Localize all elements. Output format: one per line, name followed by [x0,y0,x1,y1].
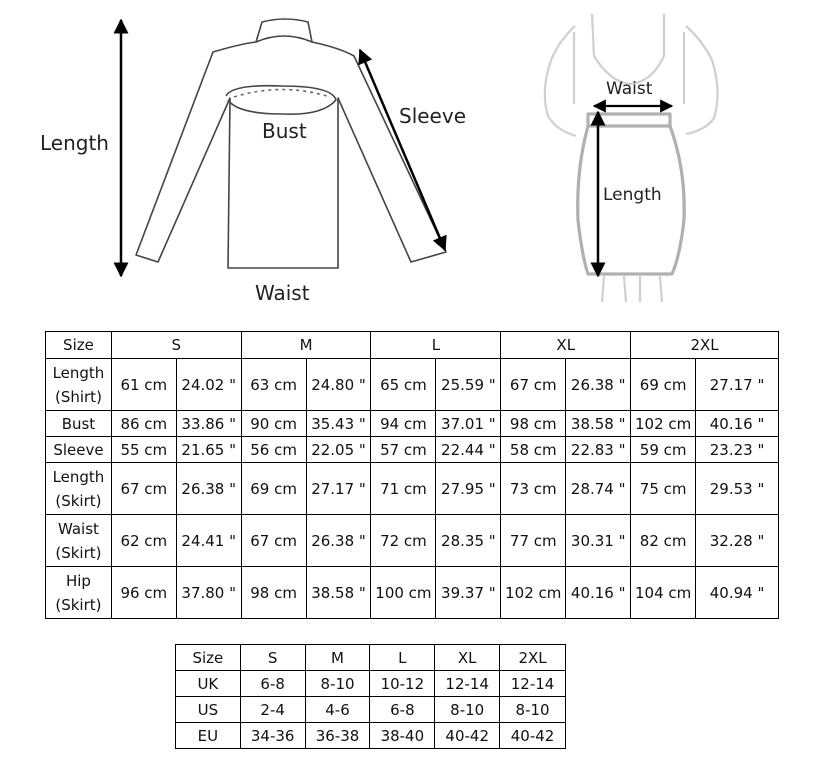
cell: 67 cm [501,359,566,411]
row-label-line: Hip [65,571,91,590]
skirt-illustration [545,14,718,302]
cell: 69 cm [241,463,306,515]
header-2xl: 2XL [631,332,779,359]
skirt-length-label: Length [603,185,662,205]
row-label [46,515,112,567]
cell: 40.16 " [566,567,631,619]
conv-region-eu: EU [176,723,241,749]
header-size: Size [46,332,112,359]
header-m: M [241,332,371,359]
table-row [176,697,566,723]
cell: 22.83 " [566,437,631,463]
table-row [46,411,779,437]
row-label: Sleeve [46,437,112,463]
cell: 32.28 " [696,515,779,567]
cell: 28.35 " [436,515,501,567]
cell: 36-38 [305,723,370,749]
header-l: L [371,332,501,359]
cell: 38.58 " [566,411,631,437]
cell: 23.23 " [696,437,779,463]
cell: 104 cm [631,567,696,619]
size-chart-table [45,331,779,619]
shirt-sleeve-label: Sleeve [399,104,467,128]
shirt-waist-label: Waist [255,281,310,305]
header-s: S [111,332,241,359]
cell: 77 cm [501,515,566,567]
cell: 57 cm [371,437,436,463]
cell: 58 cm [501,437,566,463]
cell: 27.17 " [696,359,779,411]
cell: 62 cm [111,515,176,567]
cell: 28.74 " [566,463,631,515]
cell: 26.38 " [306,515,371,567]
cell: 37.80 " [176,567,241,619]
cell: 98 cm [241,567,306,619]
cell: 56 cm [241,437,306,463]
cell: 67 cm [241,515,306,567]
cell: 33.86 " [176,411,241,437]
cell: 8-10 [500,697,566,723]
conv-region-uk: UK [176,671,241,697]
cell: 71 cm [371,463,436,515]
cell: 26.38 " [176,463,241,515]
cell: 22.05 " [306,437,371,463]
cell: 94 cm [371,411,436,437]
size-chart-header-row [46,332,779,359]
size-conversion-table [175,644,566,749]
cell: 40-42 [500,723,566,749]
row-label: Bust [46,411,112,437]
cell: 102 cm [501,567,566,619]
row-label-line: (Skirt) [55,595,102,614]
conv-header-s: S [240,645,305,671]
row-label-line: Length [52,467,105,486]
table-row [176,671,566,697]
cell: 10-12 [370,671,435,697]
skirt-waist-label: Waist [606,79,653,99]
cell: 102 cm [631,411,696,437]
cell: 86 cm [111,411,176,437]
conv-region-us: US [176,697,241,723]
cell: 22.44 " [436,437,501,463]
row-label-line: (Skirt) [55,543,102,562]
cell: 35.43 " [306,411,371,437]
cell: 40.16 " [696,411,779,437]
row-label-line: (Skirt) [55,491,102,510]
measurement-diagrams [0,0,828,320]
cell: 55 cm [111,437,176,463]
cell: 38-40 [370,723,435,749]
cell: 67 cm [111,463,176,515]
table-row [46,463,779,515]
cell: 65 cm [371,359,436,411]
cell: 96 cm [111,567,176,619]
table-row [46,437,779,463]
cell: 40-42 [435,723,500,749]
cell: 69 cm [631,359,696,411]
conv-header-l: L [370,645,435,671]
cell: 24.80 " [306,359,371,411]
cell: 39.37 " [436,567,501,619]
cell: 90 cm [241,411,306,437]
shirt-sleeve-arrow [360,50,445,250]
row-label-line: Waist [57,519,99,538]
cell: 26.38 " [566,359,631,411]
cell: 37.01 " [436,411,501,437]
conversion-header-row [176,645,566,671]
conv-header-2xl: 2XL [500,645,566,671]
conv-header-xl: XL [435,645,500,671]
row-label-line: (Shirt) [54,387,102,406]
cell: 34-36 [240,723,305,749]
cell: 8-10 [305,671,370,697]
cell: 12-14 [500,671,566,697]
cell: 29.53 " [696,463,779,515]
row-label-line: Length [52,363,105,382]
header-xl: XL [501,332,631,359]
cell: 40.94 " [696,567,779,619]
cell: 30.31 " [566,515,631,567]
cell: 98 cm [501,411,566,437]
table-row [176,723,566,749]
row-label [46,567,112,619]
cell: 38.58 " [306,567,371,619]
cell: 82 cm [631,515,696,567]
cell: 24.41 " [176,515,241,567]
shirt-length-label: Length [40,131,109,155]
cell: 2-4 [240,697,305,723]
cell: 63 cm [241,359,306,411]
conv-header-size: Size [176,645,241,671]
cell: 75 cm [631,463,696,515]
cell: 8-10 [435,697,500,723]
cell: 27.17 " [306,463,371,515]
table-row [46,359,779,411]
cell: 100 cm [371,567,436,619]
conv-header-m: M [305,645,370,671]
cell: 72 cm [371,515,436,567]
cell: 25.59 " [436,359,501,411]
cell: 59 cm [631,437,696,463]
row-label [46,359,112,411]
cell: 61 cm [111,359,176,411]
cell: 6-8 [240,671,305,697]
cell: 24.02 " [176,359,241,411]
cell: 4-6 [305,697,370,723]
table-row [46,515,779,567]
cell: 27.95 " [436,463,501,515]
cell: 12-14 [435,671,500,697]
cell: 21.65 " [176,437,241,463]
cell: 73 cm [501,463,566,515]
cell: 6-8 [370,697,435,723]
shirt-bust-label: Bust [262,119,307,143]
row-label [46,463,112,515]
table-row [46,567,779,619]
